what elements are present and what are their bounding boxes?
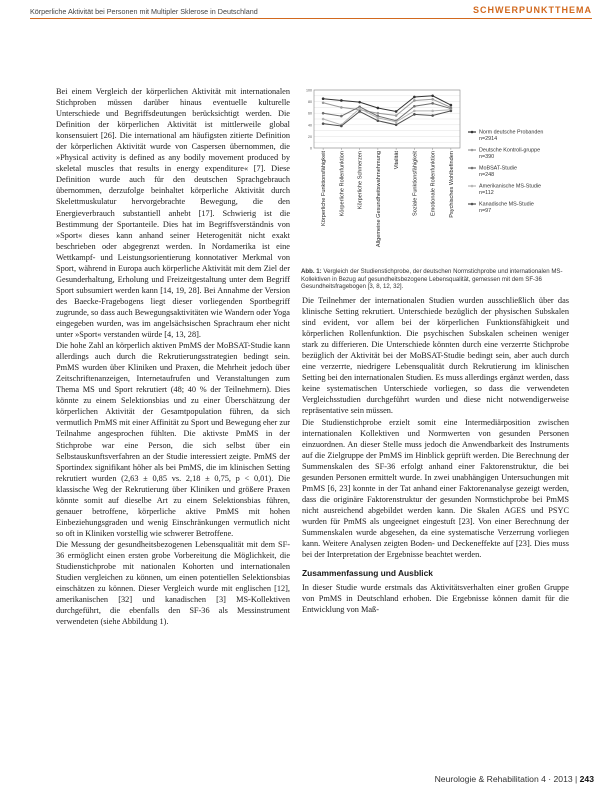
data-point — [431, 102, 434, 105]
x-tick-label: Vitalität — [394, 151, 401, 170]
data-point — [377, 117, 380, 120]
data-point — [377, 112, 380, 115]
legend-label: Kanadische MS-Studie — [479, 201, 534, 208]
legend-marker — [471, 203, 474, 206]
x-tick-label: Körperliche Schmerzen — [357, 151, 364, 210]
x-tick-label: Körperliche Rollenfunktion — [339, 151, 346, 217]
running-title: Körperliche Aktivität bei Personen mit Multipler Sklerose in Deutschland — [30, 7, 258, 16]
data-point — [431, 110, 434, 113]
x-tick-label: Psychisches Wohlbefinden — [448, 151, 455, 218]
legend-marker — [471, 131, 474, 134]
data-point — [358, 107, 361, 110]
series-line — [323, 103, 451, 120]
data-point — [450, 110, 453, 113]
left-paragraph-2: Die hohe Zahl an körperlich aktiven PmMS der MoBSAT-Studie kann allerdings auch durch die Rekrutierungsstrategien bedingt sein. PmMS wurden über Kliniken und Praxen, die Mehrheit jedoch über Zeitschriftenanzeigen, Internetaufrufen und Veranstaltungen zum Thema MS und Sport rekrutiert (48; 40 % der Teilnehmern). Dies könnte zu einem Selektionsbias und zu einer Überschätzung der körperlichen Aktivität der Gesamtpopulation führen, da sich vermutlich PmMS mit einer Affinität zu Sport und Bewegung eher zur Teilnahme angesprochen fühlten. Die aktivste PmMS in der Stichprobe war eine Person, die sich selbst über ein Selbstauskunftsverfahren an der Studie interessiert zeigte. PmMS der Sportindex signifikant höher als bei PmMS, die im klinischen Setting rekrutiert wurden (2,63 ± 0,85 vs. 2,18 ± 0,75, p < 0,01). Die klassische Weg der Rekrutierung über Kliniken und größere Praxen könnte somit auf dieselbe Art zu einem Selektionsbias führen, genauer betroffene, körperliche aktive PmMS mit hohen Einbeziehungsgraden und wenig Einschränkungen vermutlich nicht so oft in Kliniken vorstellig wie schwerer Betroffene. — [56, 341, 290, 538]
legend-marker — [471, 167, 474, 170]
y-tick-label: 60 — [308, 111, 312, 116]
y-tick-label: 80 — [308, 100, 312, 105]
data-point — [395, 124, 398, 127]
data-point — [340, 115, 343, 118]
right-paragraph-3: In dieser Studie wurde erstmals das Aktivitätsverhalten einer großen Gruppe von PmMS in Deutschland erhoben. Die Ergebnisse können damit für die Entwicklung von Maß- — [302, 583, 569, 615]
right-paragraph-1: Die Teilnehmer der internationalen Studien wurden ausschließlich über das klinische Setting rekrutiert. Unterschiede bezüglich der physischen Subskalen sind evident, vor allem bei der körperlichen Funktionsfähigkeit und körperlichen Rollenfunktion. Die psychischen Subskalen scheinen weniger stark zu differieren. Die Unterschiede könnten durch eine verzerrte Stichprobe bezüglich der Aktivität bei der MoBSAT-Studie bedingt sein, aber auch durch eine verzerrte, niedrigere Lebensqualität durch Rekrutierung im klinischen Setting bei den internationalen Studien. Es muss allerdings ergänzt werden, dass keine systematischen Unterschiede vorliegen, so dass die verwendeten Vergleichsstudien durchgeführt wurden und diese nicht notwendigerweise repräsentative sein müssen. — [302, 296, 569, 416]
y-tick-label: 20 — [308, 134, 312, 139]
data-point — [413, 99, 416, 102]
right-column — [302, 295, 569, 615]
left-paragraph-1: Bei einem Vergleich der körperlichen Aktivität mit internationalen Stichproben müssen darüber hinaus eventuelle kulturelle Unterschiede und Begriffsdeutungen berücksichtigt werden. Die Definition der körperlichen Aktivität ist mittlerweile global konsensuiert [26]. Die international am häufigsten zitierte Definition der körperlichen Aktivität wurde von Caspersen übernommen, die »Physical activity is defined as any bodily movement produced by skeletal muscles that results in energy expenditure« [7]. Diese Definition wurde auch für den deutschen Sprachgebrauch übernommen, derzufolge beinhaltet körperliche Aktivität durch Skelettmuskulatur hervorgebrachte Bewegung, die den Energieverbrauch substantiell anhebt [17]. Schwierig ist die Bestimmung der Sportanteile. Dies hat im Begriffsverständnis von »Sport« dieses kann anhand seiner Heterogenität nicht exakt beschrieben oder abgegrenzt werden. In Nordamerika ist eine Wettkampf- und Leistungsorientierung konnotativer Merkmal von Sport, während in Europa auch körperliche Aktivität mit dem Ziel der Gesunderhaltung, Erholung und Freizeitgestaltung unter dem Begriff Sport subsumiert werden kann [14, 19, 28]. Bei Annahme der Version des Baecke-Fragebogens liegt dieser vorliegenden Sportbegriff zugrunde, so dass auch Bewegungsaktivitäten wie Wandern oder Yoga eingegeben wurden, was im angelsächsischen Sprachraum eher nicht unter »Sport« verstanden würde [4, 13, 28]. — [56, 87, 290, 340]
data-point — [431, 98, 434, 101]
legend-label: Amerikanische MS-Studie — [479, 183, 542, 190]
y-tick-label: 0 — [310, 146, 312, 151]
caption-label: Abb. 1: — [301, 268, 322, 275]
legend-count: n=97 — [479, 208, 492, 214]
data-point — [322, 112, 325, 115]
data-point — [322, 122, 325, 125]
data-point — [377, 107, 380, 110]
header-rule — [30, 18, 592, 19]
section-label: SCHWERPUNKTTHEMA — [473, 5, 592, 15]
data-point — [413, 105, 416, 108]
data-point — [395, 110, 398, 113]
legend-count: n=248 — [479, 172, 495, 178]
x-tick-label: Allgemeine Gesundheitswahrnehmung — [375, 151, 382, 248]
data-point — [413, 96, 416, 99]
figure-1-chart — [300, 82, 572, 264]
data-point — [431, 114, 434, 117]
data-point — [322, 101, 325, 104]
page-footer — [435, 774, 594, 784]
data-point — [413, 113, 416, 116]
legend-marker — [471, 185, 474, 188]
data-point — [340, 106, 343, 109]
x-tick-label: Körperliche Funktionsfähigkeit — [321, 151, 328, 226]
legend-label: Deutsche Kontroll-gruppe — [479, 147, 541, 154]
legend-label: MoBSAT-Studie — [479, 165, 517, 172]
right-paragraph-2: Die Studienstichprobe erzielt somit eine Intermediärposition zwischen internationalen Kollektiven und Normwerten von gesunden Personen einzuordnen. An dieser Stelle muss jedoch die Anwendbarkeit des Instruments auf die Zielgruppe der PmMS im Hinblick geprüft werden. Die Berechnung der Summenskalen des SF-36 erfolgt anhand einer Faktorenstruktur, die bei gesunden Personen ermittelt wurde. In zwei unabhängigen Untersuchungen mit PmMS [6, 23] konnte in der Tat anhand einer Faktorenanalyse gezeigt werden, dass die originäre Faktorenstruktur der gesunden Normstichprobe bei PmMS nicht ausreichend abgebildet werden kann. Die Skalen AGES und PSYC wurden für PmMS als ungeeignet eingestuft [23]. Von einer Berechnung der Summenskalen wurde abgesehen, da eine systematische Verzerrung vorliegen kann. Weitere Analysen zeigten Boden- und Deckeneffekte auf [23]. Dies muss bei der Interpretation der Ergebnisse beachtet werden. — [302, 417, 569, 560]
data-point — [340, 125, 343, 128]
x-tick-label: Emotionale Rollenfunktion — [430, 151, 437, 216]
data-point — [413, 110, 416, 113]
legend-label: Norm deutsche Probanden — [479, 129, 544, 136]
page-number: 243 — [579, 774, 594, 784]
y-tick-label: 100 — [306, 88, 312, 93]
data-point — [340, 99, 343, 102]
data-point — [450, 104, 453, 107]
section-heading: Zusammenfassung und Ausblick — [302, 568, 433, 579]
legend-count: n=112 — [479, 190, 494, 196]
sf36-line-chart — [300, 82, 572, 264]
y-tick-label: 40 — [308, 123, 312, 128]
legend-marker — [471, 149, 474, 152]
figure-caption — [301, 268, 571, 291]
data-point — [395, 114, 398, 117]
legend-count: n=390 — [479, 154, 495, 160]
data-point — [322, 118, 325, 121]
legend-count: n=2914 — [479, 136, 498, 142]
x-tick-label: Soziale Funktionsfähigkeit — [412, 151, 419, 216]
data-point — [322, 97, 325, 100]
data-point — [358, 101, 361, 104]
data-point — [377, 119, 380, 122]
journal-name: Neurologie & Rehabilitation 4 · 2013 | — [434, 774, 578, 784]
caption-text: Vergleich der Studienstichprobe, der deutschen Normstichprobe und internationalen MS-Kollektiven in Bezug auf gesundheitsbezogene Lebensqualität, gemessen mit dem SF-36 Gesundheitsfragebogen [3, 8, 12, 32]. — [301, 268, 563, 291]
left-paragraph-3: Die Messung der gesundheitsbezogenen Lebensqualität mit dem SF-36 ermöglicht einen ersten grobe Vorbereitung die Möglichkeit, die Studienstichprobe mit nationalen Kohorten und internationalen Studien vergleichen zu können, um einen potentiellen Selektionsbias einschätzen zu können. Dieser Vergleich wurde mit englischen [12], amerikanischen [32] und kanadischen [3] MS-Kollektiven durchgeführt, die ebenfalls den SF-36 als Messinstrument verwendeten (siehe Abbildung 1). — [56, 539, 290, 627]
data-point — [395, 121, 398, 124]
data-point — [358, 110, 361, 113]
left-column — [56, 86, 290, 627]
data-point — [431, 95, 434, 98]
